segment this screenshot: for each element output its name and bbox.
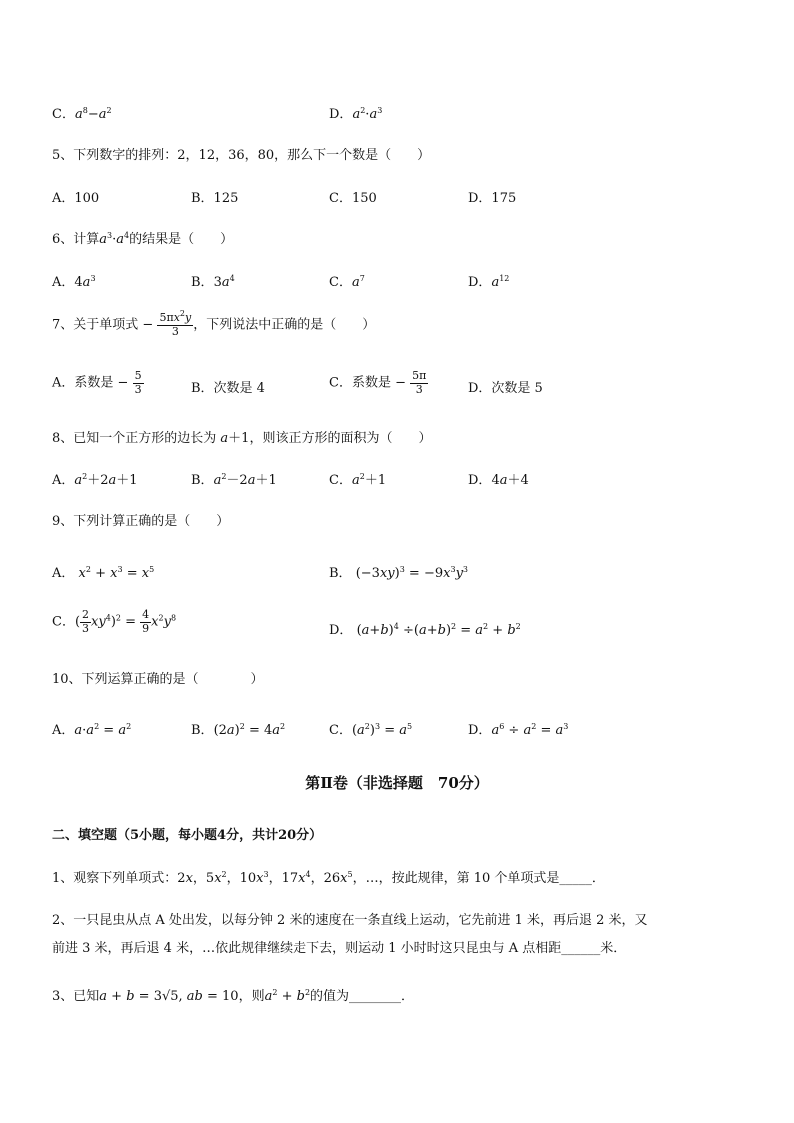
fill-3: 3、已知a + b = 3√5, ab = 10，则$a^2 + b^2$的值为________．	[52, 988, 415, 1004]
fill-2-line-2: 前进 3 米，再后退 4 米，…依此规律继续走下去，则运动 1 小时时这只昆虫与 A 点相距______米．	[52, 941, 627, 956]
q8-option-b: B．$a^2-2a+1$	[191, 472, 277, 488]
q8-option-d: D．4a＋4	[468, 473, 529, 488]
q10-option-b: B．$(2a)^2 = 4a^2$	[191, 722, 286, 738]
q9-option-d: D． $(a+b)^4 \div(a+b)^2 = a^2 + b^2$	[329, 622, 521, 638]
q5-option-c: C．150	[329, 191, 377, 206]
q9-option-b: B． $(-3xy)^3 = -9x^3y^3$	[329, 565, 469, 581]
q7-option-a: A．系数是 − $\frac{5}{3}$	[52, 369, 142, 396]
q4-option-c: C．$a^8-a^2$	[52, 106, 112, 122]
q5-option-d: D．175	[468, 191, 517, 206]
fill-2-line-1: 2、一只昆虫从点 A 处出发，以每分钟 2 米的速度在一条直线上运动，它先前进 1 米，再后退 2 米，又	[52, 913, 648, 928]
q10-stem: 10、下列运算正确的是（ ）	[52, 672, 264, 687]
q6-stem: 6、计算$a^3\cdot a^4$的结果是（ ）	[52, 231, 234, 247]
q5-option-a: A．100	[52, 191, 100, 206]
q9-option-a: A． $x^2 + x^3 = x^5$	[52, 565, 155, 581]
q9-stem: 9、下列计算正确的是（ ）	[52, 514, 230, 529]
q5-stem: 5、下列数字的排列：2，12，36，80，那么下一个数是（ ）	[52, 148, 431, 163]
q8-option-a: A．$a^2+2a+1$	[52, 472, 138, 488]
q6-option-d: D．$a^{12}$	[468, 274, 510, 290]
q6-option-c: C．$a^7$	[329, 274, 365, 290]
q7-option-d: D．次数是 5	[468, 381, 543, 396]
q5-option-b: B．125	[191, 191, 239, 206]
q6-option-a: A．$4a^3$	[52, 274, 96, 290]
q7-stem: 7、关于单项式 − $\frac{5\pi x^2y}{3}$ ，下列说法中正确的是（ ）	[52, 309, 376, 338]
q7-fraction: $\frac{5\pi x^2y}{3}$	[159, 309, 192, 338]
q8-stem: 8、已知一个正方形的边长为 a＋1，则该正方形的面积为（ ）	[52, 431, 432, 446]
q10-option-c: C．$(a^2)^3 = a^5$	[329, 722, 413, 738]
q6-option-b: B．$3a^4$	[191, 274, 235, 290]
fill-in-heading: 二、填空题（5小题，每小题4分，共计20分）	[52, 828, 323, 843]
part-2-title: 第Ⅱ卷（非选择题 70分）	[305, 774, 489, 792]
q7-option-c: C．系数是 − $\frac{5\pi}{3}$	[329, 369, 427, 396]
fill-1: 1、观察下列单项式：2x，$5x^2$，$10x^3$，$17x^4$，$26x^5$，…，按此规律，第 10 个单项式是_____．	[52, 870, 605, 886]
q8-option-c: C．$a^2+1$	[329, 472, 387, 488]
q10-option-a: A．$a\cdot a^2 = a^2$	[52, 722, 132, 738]
q4-option-d: D．$a^2\cdot a^3$	[329, 106, 383, 122]
q10-option-d: D．$a^6 \div a^2 = a^3$	[468, 722, 569, 738]
q9-option-c: C．( $\frac{2}{3}$ $xy^4)^2$ = $\frac{4}{9}$ $x^2y^8$	[52, 608, 177, 635]
q7-option-b: B．次数是 4	[191, 381, 265, 396]
